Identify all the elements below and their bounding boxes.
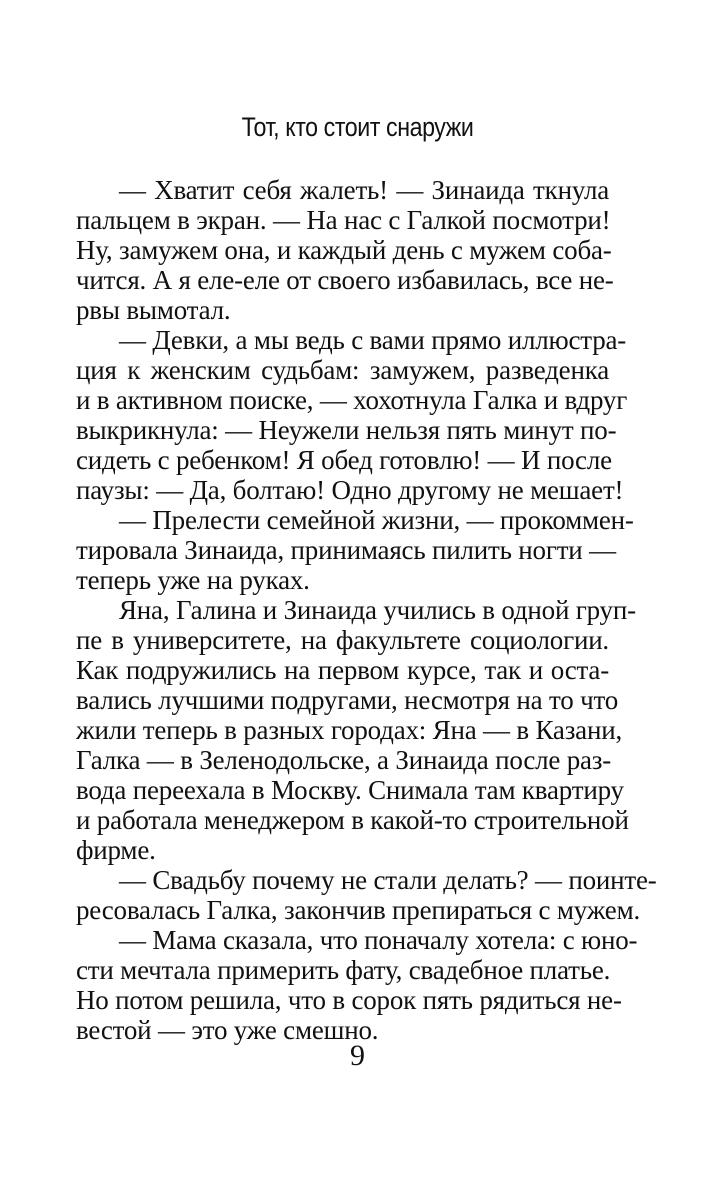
text-line: сидеть с ребенком! Я обед готовлю! — И после	[76, 445, 612, 475]
text-line: фирме.	[76, 835, 156, 865]
paragraph	[76, 865, 657, 925]
text-line: Галка — в Зеленодольске, а Зинаида после раз-	[76, 745, 612, 775]
text-line: — Девки, а мы ведь с вами прямо иллюстра-	[119, 325, 627, 355]
text-line: Но потом решила, что в сорок пять рядиться не-	[76, 985, 622, 1015]
text-line: рвы вымотал.	[76, 295, 231, 325]
page-number: 9	[350, 1039, 365, 1072]
text-line: теперь уже на руках.	[76, 565, 310, 595]
text-line: пе в университете, на факультете социологии.	[76, 625, 609, 655]
text-line: вались лучшими подругами, несмотря на то что	[76, 685, 619, 715]
body-text	[76, 175, 657, 1045]
text-line: чится. А я еле-еле от своего избавилась, все не-	[76, 265, 614, 295]
text-line: ресовалась Галка, закончив препираться с мужем.	[76, 895, 641, 925]
text-line: сти мечтала примерить фату, свадебное платье.	[76, 955, 611, 985]
text-line: ция к женским судьбам: замужем, разведенка	[76, 355, 609, 385]
text-line: Ну, замужем она, и каждый день с мужем соба-	[76, 235, 612, 265]
text-line: тировала Зинаида, принимаясь пилить ногти —	[76, 535, 616, 565]
running-head: Тот, кто стоит снаружи	[241, 112, 474, 142]
text-line: — Прелести семейной жизни, — прокоммен-	[119, 505, 634, 535]
text-line: — Хватит себя жалеть! — Зинаида ткнула	[119, 175, 609, 205]
text-line: жили теперь в разных городах: Яна — в Казани,	[76, 715, 623, 745]
text-line: вестой — это уже смешно.	[76, 1015, 379, 1045]
paragraph	[76, 595, 636, 865]
paragraph	[76, 925, 638, 1045]
text-line: паузы: — Да, болтаю! Одно другому не мешает!	[76, 475, 624, 505]
text-line: — Мама сказала, что поначалу хотела: с юно-	[119, 925, 638, 955]
text-line: Яна, Галина и Зинаида учились в одной груп-	[119, 595, 636, 625]
paragraph	[76, 505, 634, 595]
text-line: и работала менеджером в какой-то строительной	[76, 805, 629, 835]
text-line: Как подружились на первом курсе, так и оста-	[76, 655, 609, 685]
text-line: — Свадьбу почему не стали делать? — поинте-	[119, 865, 657, 895]
text-line: вода переехала в Москву. Снимала там квартиру	[76, 775, 624, 805]
text-line: пальцем в экран. — На нас с Галкой посмотри!	[76, 205, 611, 235]
text-line: выкрикнула: — Неужели нельзя пять минут по-	[76, 415, 617, 445]
paragraph	[76, 175, 614, 325]
paragraph	[76, 325, 628, 505]
text-line: и в активном поиске, — хохотнула Галка и вдруг	[76, 385, 628, 415]
